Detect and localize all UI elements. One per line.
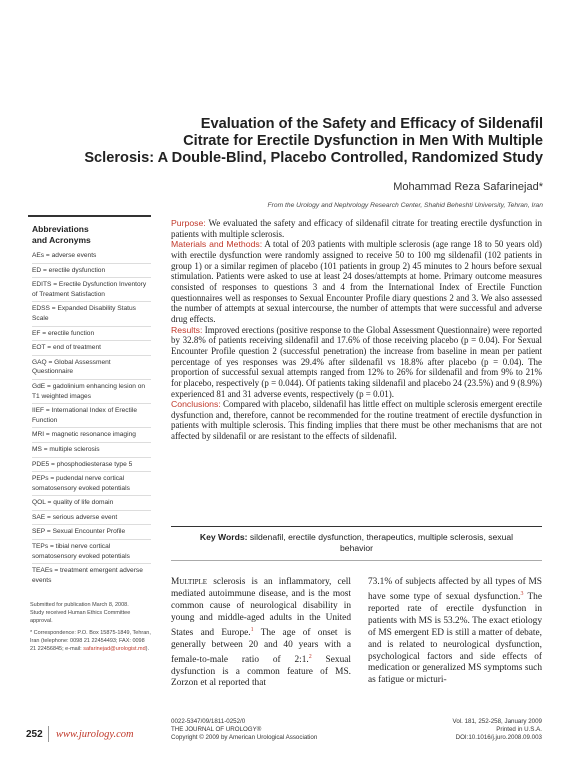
footer-left <box>171 718 317 742</box>
footer-divider <box>48 726 49 742</box>
abbreviation-item: EF = erectile function <box>32 326 151 341</box>
methods-text: A total of 203 patients with multiple sclerosis (age range 18 to 50 years old) with erectile dysfunction were randomly assigned to receive 50 to 100 mg sildenafil (102 patients in group 1) or a similar regimen of placebo (101 patients in group 2) 45 minutes to 2 hours before sexual stimulation. Patients were asked to use at least 24 doses/attempts at home. Primary outcome measures consisted of responses to questions 3 and 4 from the International Index of Erectile Function questionnaires well as responses to Sexual Encounter Profile diary questions 2 and 3. We also assessed the number of attempts at sexual intercourse, the number of attempts that were successful and adverse drug effects. <box>171 239 542 324</box>
abbreviation-item: GdE = gadolinium enhancing lesion on T1 weighted images <box>32 379 151 403</box>
abbreviation-item: SEP = Sexual Encounter Profile <box>32 524 151 539</box>
submitted-note: Submitted for publication March 8, 2008. <box>30 602 129 608</box>
abbreviation-item: MS = multiple sclerosis <box>32 442 151 457</box>
abbreviation-item: EDITS = Erectile Dysfunction Inventory of Treatment Satisfaction <box>32 277 151 301</box>
sidebar-heading-line-2: and Acronyms <box>32 235 91 245</box>
abbreviation-item: IIEF = International Index of Erectile Function <box>32 403 151 427</box>
abbreviation-item: GAQ = Global Assessment Questionnaire <box>32 355 151 379</box>
conclusions-label: Conclusions: <box>171 399 221 410</box>
reference-link[interactable]: 3 <box>520 590 524 597</box>
affiliation: From the Urology and Nephrology Research Center, Shahid Beheshti University, Tehran, Iran <box>267 202 543 209</box>
results-label: Results: <box>171 324 203 335</box>
abbreviation-item: ED = erectile dysfunction <box>32 263 151 278</box>
abbreviation-item: TEAEs = treatment emergent adverse events <box>32 563 151 587</box>
footnotes <box>30 601 152 653</box>
body-text: The reported rate of erectile dysfunction in patients with MS is 53.2%. The exact etiology of MS emergent ED is still a matter of debate, and is related to neurological dysfunction, psychological factors and side effects of medication or generalized MS symptoms such as fatigue or micturi- <box>368 592 542 686</box>
author-name: Mohammad Reza Safarinejad* <box>393 181 543 193</box>
reference-link[interactable]: 2 <box>308 653 312 660</box>
abstract <box>171 218 542 442</box>
title-block <box>60 116 543 209</box>
article-title-line-2: Citrate for Erectile Dysfunction in Men With Multiple <box>183 133 543 149</box>
journal-name: THE JOURNAL OF UROLOGY® <box>171 726 262 733</box>
sidebar-heading <box>32 224 151 246</box>
issn: 0022-5347/09/1811-0252/0 <box>171 718 246 725</box>
doi[interactable]: DOI:10.1016/j.juro.2008.09.003 <box>455 734 542 741</box>
abbreviation-item: PDE5 = phosphodiesterase type 5 <box>32 457 151 472</box>
abbreviation-item: SAE = serious adverse event <box>32 510 151 525</box>
abbreviation-item: AEs = adverse events <box>32 252 97 259</box>
abbreviation-item: QOL = quality of life domain <box>32 495 151 510</box>
copyright: Copyright © 2009 by American Urological Association <box>171 734 318 741</box>
body-text: The age of onset is generally between 20 and 40 years with a female-to-male ratio of 2:1. <box>171 627 351 665</box>
abbreviation-item: EDSS = Expanded Disability Status Scale <box>32 301 151 325</box>
body-text: sclerosis is an inflammatory, cell mediated autoimmune disease, and is the most common cause of neurological disability in young and middle-aged adults in the United States and Europe. <box>171 577 351 638</box>
journal-website-link[interactable]: www.jurology.com <box>56 729 134 740</box>
purpose-label: Purpose: <box>171 218 206 228</box>
article-title-line-1: Evaluation of the Safety and Efficacy of Sildenafil <box>200 116 543 132</box>
lead-word: Multiple <box>171 577 208 587</box>
correspondence-text: * Correspondence: P.O. Box 15875-1849, Tehran, Iran (telephone: 0098 21 22454493; FAX: 0098 21 22456845; e-mail: <box>30 630 151 652</box>
article-title-line-3: Sclerosis: A Double-Blind, Placebo Controlled, Randomized Study <box>84 150 543 166</box>
methods-label: Materials and Methods: <box>171 239 263 250</box>
correspondence-note <box>30 629 152 653</box>
abbreviation-item: EOT = end of treatment <box>32 340 151 355</box>
email-link[interactable]: safarinejad@urologist.md <box>83 646 146 652</box>
body-text: Sexual dysfunction is a common feature of MS. Zorzon et al reported that <box>171 654 351 689</box>
body-text: 73.1% of subjects affected by all types of MS have some type of sexual dysfunction. <box>368 577 542 603</box>
keywords-box <box>171 526 542 561</box>
sidebar-heading-line-1: Abbreviations <box>32 224 89 234</box>
abbreviations-sidebar <box>28 215 151 587</box>
volume-info: Vol. 181, 252-258, January 2009 <box>452 718 542 725</box>
abbreviation-item: PEPs = pudendal nerve cortical somatosensory evoked potentials <box>32 471 151 495</box>
abbreviation-item: MRI = magnetic resonance imaging <box>32 427 151 442</box>
keywords-text: sildenafil, erectile dysfunction, therapeutics, multiple sclerosis, sexual behavior <box>247 532 514 553</box>
keywords-label: Key Words: <box>199 532 248 542</box>
study-note: Study received Human Ethics Committee approval. <box>30 610 131 624</box>
printed-info: Printed in U.S.A. <box>496 726 542 733</box>
footer-right <box>453 718 542 742</box>
results-text: Improved erections (positive response to the Global Assessment Questionnaire) were reported by 32.8% of patients receiving sildenafil and 17.6% of those receiving placebo (p = 0.04). For Sexual Encounter Profile question 2 (successful penetration) the increase from baseline in mean per patient percentage of yes responses was 29.4% after sildenafil vs 18.8% after placebo (p = 0.04). The proportion of successful sexual attempts ranged from 12% to 26% for sildenafil and from 9% to 21% for placebo, respectively (p = 0.044). Of patients taking sildenafil and placebo 24 (23.5%) and 9 (8.9%) experienced 81 and 31 adverse events, respectively (p = 0.01). <box>171 324 542 399</box>
purpose-text: We evaluated the safety and efficacy of sildenafil citrate for treating erectile dysfunction in patients with multiple sclerosis. <box>171 218 542 239</box>
reference-link[interactable]: 1 <box>250 626 254 633</box>
correspondence-end: ). <box>145 646 150 652</box>
body-column-2 <box>368 577 542 687</box>
body-column-1 <box>171 577 351 690</box>
abbreviation-item: TEPs = tibial nerve cortical somatosensory evoked potentials <box>32 539 151 563</box>
conclusions-text: Compared with placebo, sildenafil has little effect on multiple sclerosis emergent erectile dysfunction and, therefore, cannot be recommended for the routine treatment of erectile dysfunction in patients with multiple sclerosis. This finding implies that there must be other mechanisms that are not affected by sildenafil or are resistant to the effects of sildenafil. <box>171 399 542 442</box>
page-number: 252 <box>26 729 43 740</box>
